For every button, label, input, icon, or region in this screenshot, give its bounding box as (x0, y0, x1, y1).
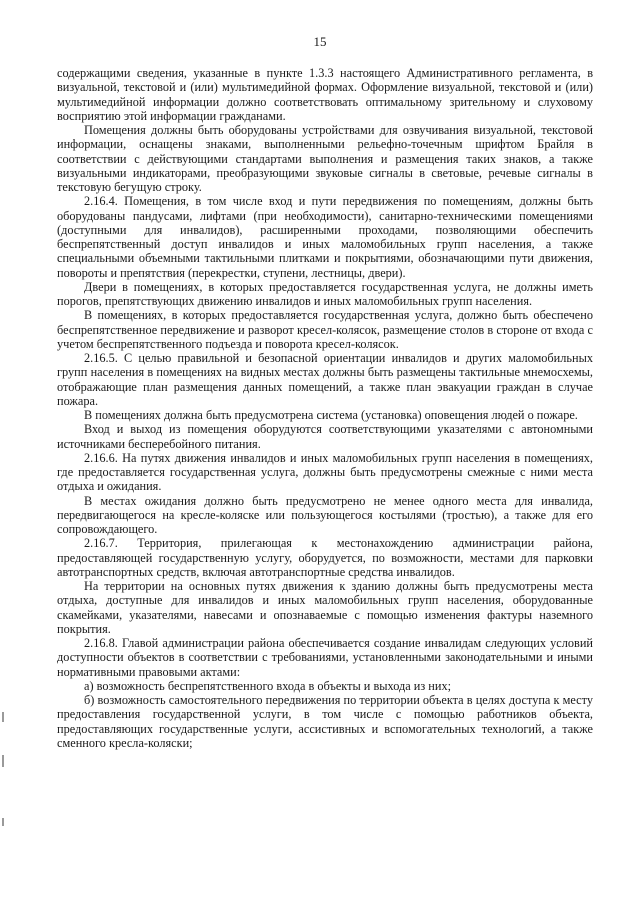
paragraph-braille-equipment: Помещения должны быть оборудованы устройствами для озвучивания визуальной, текстовой информации, оснащены знаками, выполненными рельефно-точечным шрифтом Брайля в соответствии с действующими стандартами выполнения и размещения таких знаков, а также визуальными индикаторами, преобразующими звуковые сигналы в световые, речевые сигналы в текстовую бегущую строку. (57, 123, 593, 194)
paragraph-2-16-5: 2.16.5. С целью правильной и безопасной ориентации инвалидов и других маломобильных групп населения в помещениях на видных местах должны быть размещены тактильные мнемосхемы, отображающие план размещения данных помещений, а также план эвакуации граждан в случае пожара. (57, 351, 593, 408)
paragraph-doors: Двери в помещениях, в которых предоставляется государственная услуга, не должны иметь порогов, препятствующих движению инвалидов и иных маломобильных групп населения. (57, 279, 593, 308)
paragraph-entrance-signs: Вход и выход из помещения оборудуются соответствующими указателями с автономными источниками бесперебойного питания. (57, 422, 593, 451)
scan-edge-mark (2, 755, 4, 767)
paragraph-2-16-4: 2.16.4. Помещения, в том числе вход и пути передвижения по помещениям, должны быть оборудованы пандусами, лифтами (при необходимости), санитарно-техническими помещениями (доступными для инвалидов), расширенными проходами, позволяющими обеспечить беспрепятственный доступ инвалидов и иных маломобильных групп населения, а также специальными объемными тактильными плитками и покрытиями, обозначающими пути движения, повороты и препятствия (перекрестки, ступени, лестницы, двери). (57, 194, 593, 280)
list-item-b: б) возможность самостоятельного передвижения по территории объекта в целях доступа к месту предоставления государственной услуги, в том числе с помощью работников объекта, предоставляющих государственные услуги, ассистивных и вспомогательных технологий, а также сменного кресла-коляски; (57, 693, 593, 750)
paragraph-wheelchair-movement: В помещениях, в которых предоставляется государственная услуга, должно быть обеспечено беспрепятственное передвижение и разворот кресел-колясок, размещение столов в стороне от входа с учетом беспрепятственного подъезда и поворота кресел-колясок. (57, 308, 593, 351)
paragraph-fire-alert: В помещениях должна быть предусмотрена система (установка) оповещения людей о пожаре. (84, 408, 578, 422)
paragraph-2-16-6: 2.16.6. На путях движения инвалидов и иных маломобильных групп населения в помещениях, где предоставляется государственная услуга, должны быть предусмотрены смежные с ними места отдыха и ожидания. (57, 450, 593, 494)
scan-edge-mark (2, 818, 4, 826)
paragraph-continuation: содержащими сведения, указанные в пункте 1.3.3 настоящего Административного регламента, в визуальной, текстовой и (или) мультимедийной формах. Оформление визуальной, текстовой и (или) мультимедийной информации должно соответствовать оптимальному зрительному и слуховому восприятию этой информации гражданами. (57, 66, 593, 123)
list-item-a: а) возможность беспрепятственного входа в объекты и выхода из них; (84, 678, 452, 693)
page-number: 15 (313, 34, 327, 49)
paragraph-territory-rest: На территории на основных путях движения к зданию должны быть предусмотрены места отдыха, доступные для инвалидов и иных маломобильных групп населения, оборудованные скамейками, указателями, навесами и опознаваемые с помощью изменения фактуры наземного покрытия. (57, 579, 593, 636)
paragraph-2-16-8: 2.16.8. Главой администрации района обеспечивается создание инвалидам следующих условий доступности объектов в соответствии с требованиями, установленными законодательными и иными нормативными правовыми актами: (57, 636, 593, 679)
paragraph-waiting-places: В местах ожидания должно быть предусмотрено не менее одного места для инвалида, передвигающегося на кресле-коляске или пользующегося костылями (тростью), а также для его сопровождающего. (57, 493, 593, 536)
scan-edge-mark (2, 712, 4, 722)
document-body (57, 66, 593, 750)
paragraph-2-16-7: 2.16.7. Территория, прилегающая к местонахождению администрации района, предоставляющей государственную услугу, оборудуется, по возможности, местами для парковки автотранспортных средств, включая автотранспортные средства инвалидов. (57, 536, 593, 579)
